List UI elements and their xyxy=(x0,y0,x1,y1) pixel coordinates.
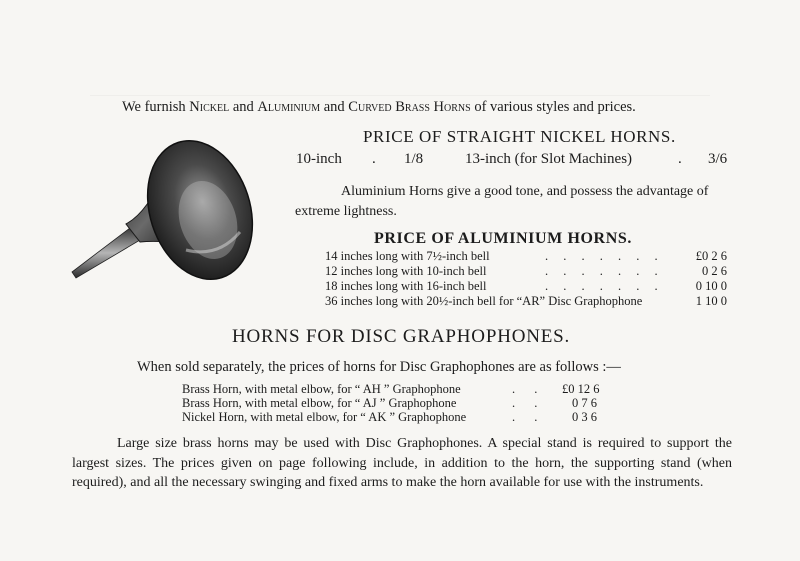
row-price: 0 7 6 xyxy=(572,396,597,410)
intro-text-1: We furnish xyxy=(122,99,190,115)
straight-item1-size: 10-inch xyxy=(296,151,342,167)
straight-item2-dot: . xyxy=(678,151,682,167)
row-price: 0 10 0 xyxy=(695,279,727,293)
row-leader: . . . . . . . xyxy=(545,249,664,263)
disc-heading: HORNS FOR DISC GRAPHOPHONES. xyxy=(232,326,571,347)
straight-item2-price: 3/6 xyxy=(708,151,728,167)
table-row xyxy=(325,249,735,264)
intro-text-2: and xyxy=(229,99,258,115)
closing-paragraph: Large size brass horns may be used with Disc Graphophones. A special stand is required to support the largest sizes. The prices given on page following include, in addition to the horn, the supporting stand (when required), and all the necessary swinging and fixed arms to make the horn available for use with the instruments. xyxy=(72,436,732,490)
straight-item2-size: 13-inch (for Slot Machines) xyxy=(465,151,633,167)
straight-item1-price: 1/8 xyxy=(404,151,424,167)
row-description: Brass Horn, with metal elbow, for “ AJ ” Graphophone xyxy=(182,396,457,410)
row-description: 14 inches long with 7½-inch bell xyxy=(325,249,490,263)
straight-heading: PRICE OF STRAIGHT NICKEL HORNS. xyxy=(363,127,676,146)
row-leader: . . . . . . . xyxy=(545,279,664,293)
table-row xyxy=(182,410,642,424)
row-price: 0 3 6 xyxy=(572,410,597,424)
row-price: £0 2 6 xyxy=(695,249,727,263)
row-description: 12 inches long with 10-inch bell xyxy=(325,264,487,278)
disc-intro: When sold separately, the prices of horns for Disc Graphophones are as follows :— xyxy=(137,359,621,375)
table-row xyxy=(325,294,735,309)
aluminium-description: Aluminium Horns give a good tone, and possess the advantage of extreme lightness. xyxy=(295,184,709,219)
row-description: Nickel Horn, with metal elbow, for “ AK ” Graphophone xyxy=(182,410,467,424)
intro-text-4: of various styles and prices. xyxy=(470,99,636,115)
table-row xyxy=(182,396,642,410)
table-row xyxy=(182,382,642,396)
disc-price-table xyxy=(182,382,642,424)
row-leader: . . xyxy=(512,396,546,410)
row-description: 18 inches long with 16-inch bell xyxy=(325,279,487,293)
intro-text-3: and xyxy=(320,99,349,115)
row-leader: . . xyxy=(512,410,546,424)
row-price: £0 12 6 xyxy=(562,382,600,396)
table-row xyxy=(325,279,735,294)
row-price: 0 2 6 xyxy=(702,264,727,278)
table-row xyxy=(325,264,735,279)
aluminium-price-table xyxy=(325,249,735,309)
intro-curved: Curved Brass Horns xyxy=(348,99,471,115)
row-leader: . . xyxy=(512,382,546,396)
aluminium-heading: PRICE OF ALUMINIUM HORNS. xyxy=(374,230,632,247)
row-description: Brass Horn, with metal elbow, for “ AH ” Graphophone xyxy=(182,382,461,396)
intro-aluminium: Aluminium xyxy=(257,99,321,115)
intro-sentence xyxy=(122,99,636,116)
horn-illustration-icon xyxy=(68,132,268,282)
row-leader: . . . . . . . xyxy=(545,264,664,278)
row-description: 36 inches long with 20½-inch bell for “AR” Disc Graphophone xyxy=(325,294,643,308)
straight-item1-dot: . xyxy=(372,151,376,167)
row-price: 1 10 0 xyxy=(695,294,727,308)
intro-nickel: Nickel xyxy=(189,99,230,115)
